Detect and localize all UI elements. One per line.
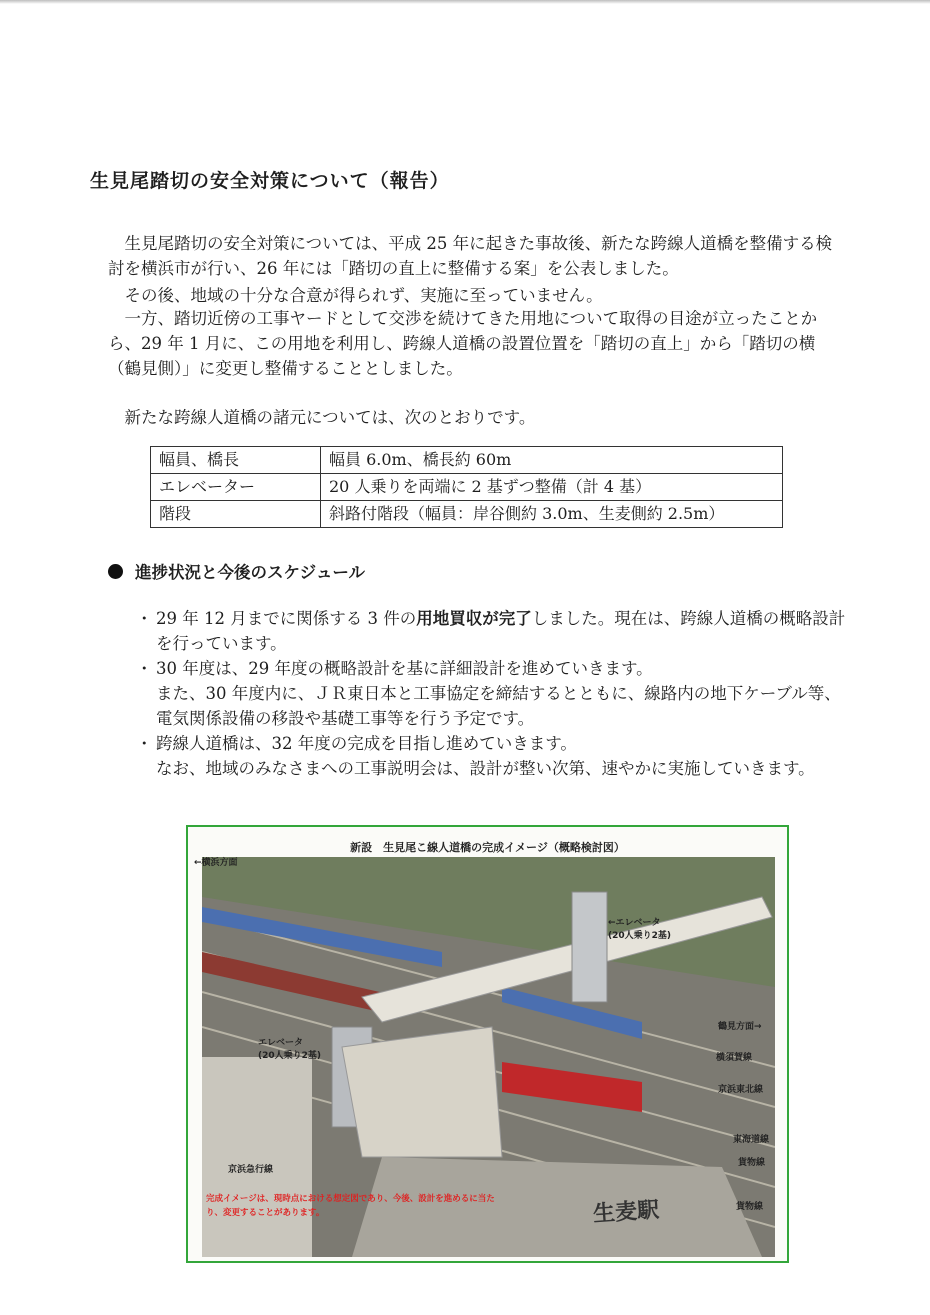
section-heading: [108, 559, 365, 583]
section-heading-text: 進捗状況と今後のスケジュール: [135, 563, 366, 582]
label-yokohama: ←横浜方面: [194, 858, 238, 868]
label-tsurumi: 鶴見方面→: [718, 1022, 762, 1032]
label-line-tokaido: 東海道線: [733, 1135, 770, 1145]
spec-key: 階段: [151, 501, 321, 528]
spec-table: [150, 446, 783, 528]
list-item: [140, 731, 850, 781]
label-namamugi-station: 生麦駅: [592, 1197, 660, 1228]
paragraph-change: [108, 306, 848, 381]
spec-key: エレベーター: [151, 474, 321, 501]
spec-value: 幅員 6.0m、橋長約 60m: [321, 447, 783, 474]
label-keikyu: 京浜急行線: [228, 1165, 274, 1175]
paragraph-spec-intro-text: 新たな跨線人道橋の諸元については、次のとおりです。: [124, 408, 536, 427]
scan-edge: [0, 0, 930, 4]
paragraph-status: [108, 283, 848, 308]
table-row: [151, 474, 783, 501]
paragraph-status-text: その後、地域の十分な合意が得られず、実施に至っていません。: [124, 286, 603, 305]
spec-value: 斜路付階段（幅員：岸谷側約 3.0m、生麦側約 2.5m）: [321, 501, 783, 528]
label-elevator-left: エレベータ (20人乗り2基): [258, 1038, 322, 1061]
paragraph-spec-intro: [108, 405, 848, 430]
table-row: [151, 501, 783, 528]
label-line-freight-1: 貨物線: [738, 1158, 766, 1168]
label-line-yokosuka: 横須賀線: [716, 1053, 753, 1063]
figure-warning: 完成イメージは、現時点における想定図であり、今後、設計を進めるに当たり、変更することがあります。: [206, 1194, 495, 1218]
schedule-list: [140, 606, 850, 781]
paragraph-background-text: 生見尾踏切の安全対策については、平成 25 年に起きた事故後、新たな跨線人道橋を整備する検討を横浜市が行い、26 年には「踏切の直上に整備する案」を公表しました。: [108, 234, 833, 278]
table-row: [151, 447, 783, 474]
spec-key: 幅員、橋長: [151, 447, 321, 474]
list-item-text: 跨線人道橋は、32 年度の完成を目指し進めていきます。: [156, 734, 577, 753]
label-line-keihin-tohoku: 京浜東北線: [718, 1085, 764, 1095]
label-elevator-right: ←エレベータ (20人乗り2基): [608, 918, 672, 941]
list-item: [140, 606, 850, 656]
figure-caption: 新設 生見尾こ線人道橋の完成イメージ（概略検討図）: [350, 841, 625, 854]
bullet-circle-icon: [108, 564, 123, 579]
label-line-freight-2: 貨物線: [736, 1202, 764, 1212]
list-item: [140, 656, 850, 731]
list-item-note: なお、地域のみなさまへの工事説明会は、設計が整い次第、速やかに実施していきます。: [156, 759, 815, 778]
spec-value: 20 人乗りを両端に 2 基ずつ整備（計 4 基）: [321, 474, 783, 501]
paragraph-change-text: 一方、踏切近傍の工事ヤードとして交渉を続けてきた用地について取得の目途が立ったことから、29 年 1 月に、この用地を利用し、跨線人道橋の設置位置を「踏切の直上」から「踏切の横（鶴見側）」に変更し整備することとしました。: [108, 309, 818, 378]
list-item-note: また、30 年度内に、ＪＲ東日本と工事協定を締結するとともに、線路内の地下ケーブル等、電気関係設備の移設や基礎工事等を行う予定です。: [156, 684, 841, 728]
list-item-emphasis: 用地買収が完了: [416, 609, 532, 628]
list-item-text: 29 年 12 月までに関係する 3 件の: [156, 609, 417, 628]
completion-image-figure: [186, 825, 789, 1263]
list-item-text: 30 年度は、29 年度の概略設計を基に詳細設計を進めていきます。: [156, 659, 653, 678]
paragraph-background: [108, 231, 848, 281]
list-item-text: しました。現在は、跨線人道橋の概略設計を行っています。: [156, 609, 846, 653]
page-title: 生見尾踏切の安全対策について（報告）: [90, 170, 450, 192]
